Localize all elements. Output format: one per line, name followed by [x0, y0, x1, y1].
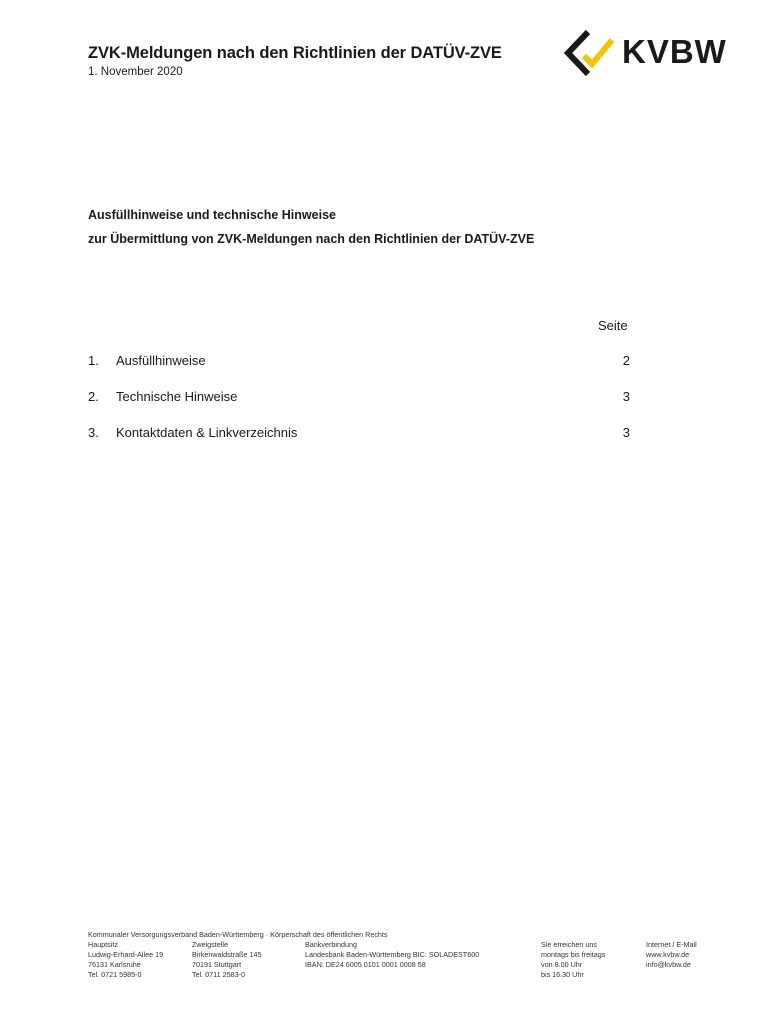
- toc-row[interactable]: [88, 353, 630, 371]
- logo-text: KVBW: [622, 33, 727, 70]
- toc-row[interactable]: [88, 389, 630, 407]
- footer-org: Kommunaler Versorgungsverband Baden-Württemberg · Körperschaft des öffentlichen Rechts: [88, 930, 388, 939]
- toc-row[interactable]: [88, 425, 630, 443]
- footer-zweigstelle: Zweigstelle Birkenwaldstraße 145 70191 Stuttgart Tel. 0711 2583-0: [192, 940, 262, 979]
- toc-number: 1.: [88, 353, 99, 368]
- website-link[interactable]: www.kvbw.de: [646, 950, 690, 959]
- toc-page: 2: [622, 353, 630, 368]
- page-title: ZVK-Meldungen nach den Richtlinien der DATÜV-ZVE: [88, 44, 502, 62]
- toc-number: 2.: [88, 389, 99, 404]
- subtitle-line-1: Ausfüllhinweise und technische Hinweise: [88, 208, 336, 222]
- footer-hauptsitz: Hauptsitz Ludwig-Erhard-Allee 19 76131 Karlsruhe Tel. 0721 5985-0: [88, 940, 164, 979]
- page-date: 1. November 2020: [88, 66, 183, 78]
- kvbw-logo: [562, 26, 727, 80]
- subtitle-line-2: zur Übermittlung von ZVK-Meldungen nach den Richtlinien der DATÜV-ZVE: [88, 232, 535, 246]
- footer-bank: Bankverbindung Landesbank Baden-Württemberg BIC: SOLADEST600 IBAN: DE24 6005 0101 0001 0008 58: [305, 940, 480, 969]
- toc-page-header: Seite: [598, 318, 628, 333]
- footer-contact: Internet / E-Mail www.kvbw.de info@kvbw.de: [646, 940, 697, 969]
- toc-label: Technische Hinweise: [116, 389, 238, 404]
- footer-hours: Sie erreichen uns montags bis freitags von 8.00 Uhr bis 16.30 Uhr: [541, 940, 606, 979]
- toc-page: 3: [622, 425, 630, 440]
- email-link[interactable]: info@kvbw.de: [646, 960, 691, 969]
- toc-label: Ausfüllhinweise: [116, 353, 206, 368]
- toc-page: 3: [622, 389, 630, 404]
- toc-number: 3.: [88, 425, 99, 440]
- toc-label: Kontaktdaten & Linkverzeichnis: [116, 425, 298, 440]
- checkmark-logo-icon: [562, 26, 622, 80]
